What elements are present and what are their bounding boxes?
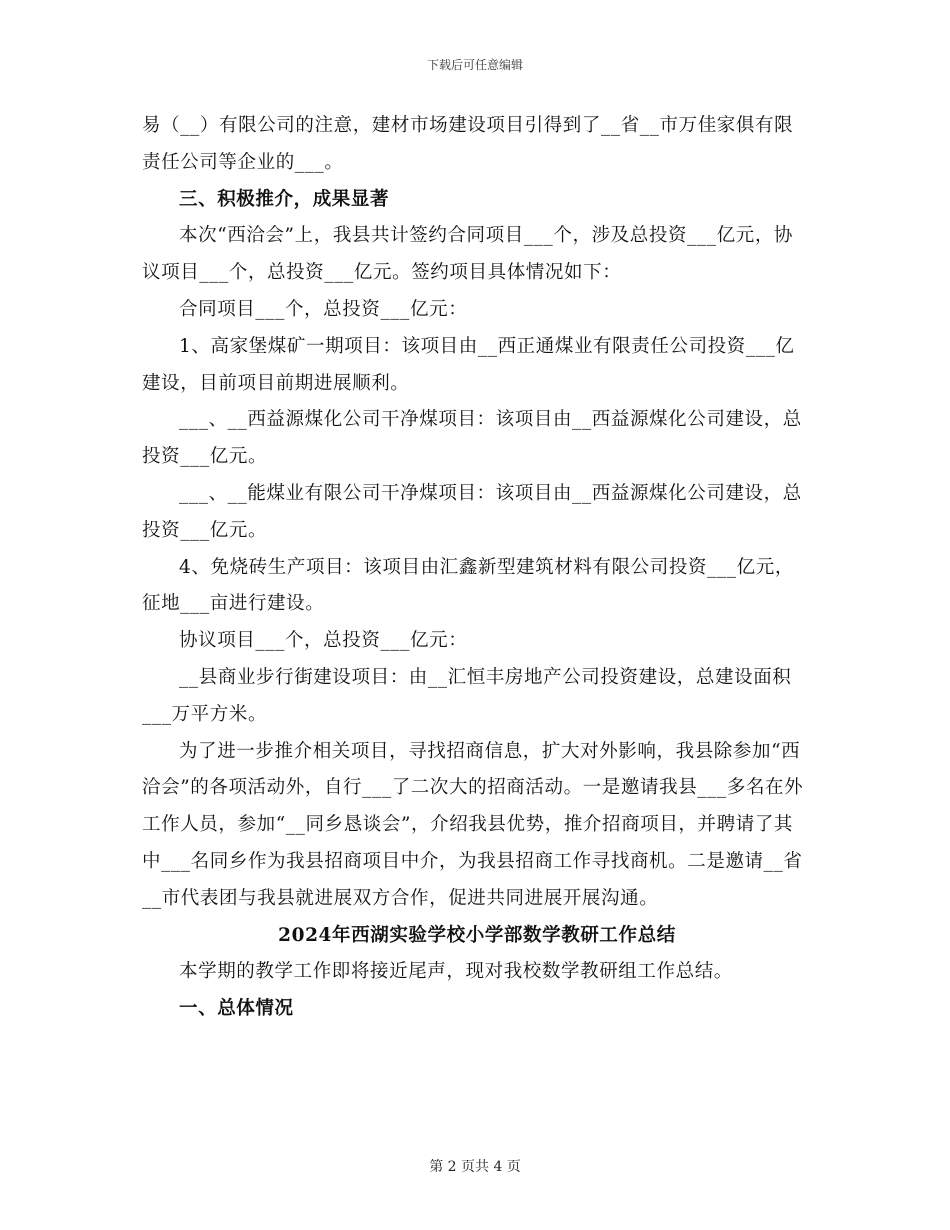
document-body [142, 108, 812, 1028]
paragraph: ___、__能煤业有限公司干净煤项目：该项目由__西益源煤化公司建设，总投资___亿元。 [142, 482, 802, 541]
page-header: 下载后可任意编辑 [426, 58, 523, 72]
paragraph: 1、高家堡煤矿一期项目：该项目由__西正通煤业有限责任公司投资___亿建设，目前项目前期进展顺利。 [142, 335, 795, 394]
document-title: 2024年西湖实验学校小学部数学教研工作总结 [278, 924, 676, 946]
paragraph: 协议项目___个，总投资___亿元： [179, 630, 468, 652]
paragraph: 4、免烧砖生产项目：该项目由汇鑫新型建筑材料有限公司投资___亿元，征地___亩进行建设。 [142, 556, 794, 615]
paragraph: 合同项目___个，总投资___亿元： [179, 298, 468, 320]
paragraph: 为了进一步推介相关项目，寻找招商信息，扩大对外影响，我县除参加“西洽会”的各项活动外，自行___了二次大的招商活动。一是邀请我县___多名在外工作人员，参加“__同乡恳谈会”，介绍我县优势，推介招商项目，并聘请了其中___名同乡作为我县招商项目中介，为我县招商工作寻找商机。二是邀请__省__市代表团与我县就进展双方合作，促进共同进展开展沟通。 [142, 740, 804, 909]
paragraph: __县商业步行街建设项目：由__汇恒丰房地产公司投资建设，总建设面积___万平方米。 [142, 666, 792, 725]
section-heading-3: 三、积极推介，成果显著 [179, 188, 390, 210]
paragraph: 本次“西洽会”上，我县共计签约合同项目___个，涉及总投资___亿元，协议项目___个，总投资___亿元。签约项目具体情况如下： [142, 225, 794, 284]
paragraph-continuation: 易（__）有限公司的注意，建材市场建设项目引得到了__省__市万佳家俱有限责任公司等企业的___。 [142, 115, 794, 173]
paragraph: 本学期的教学工作即将接近尾声，现对我校数学教研组工作总结。 [179, 961, 733, 983]
page-footer: 第 2 页共 4 页 [429, 1159, 521, 1175]
paragraph: ___、__西益源煤化公司干净煤项目：该项目由__西益源煤化公司建设，总投资___亿元。 [142, 409, 802, 468]
section-heading-1: 一、总体情况 [179, 998, 294, 1020]
